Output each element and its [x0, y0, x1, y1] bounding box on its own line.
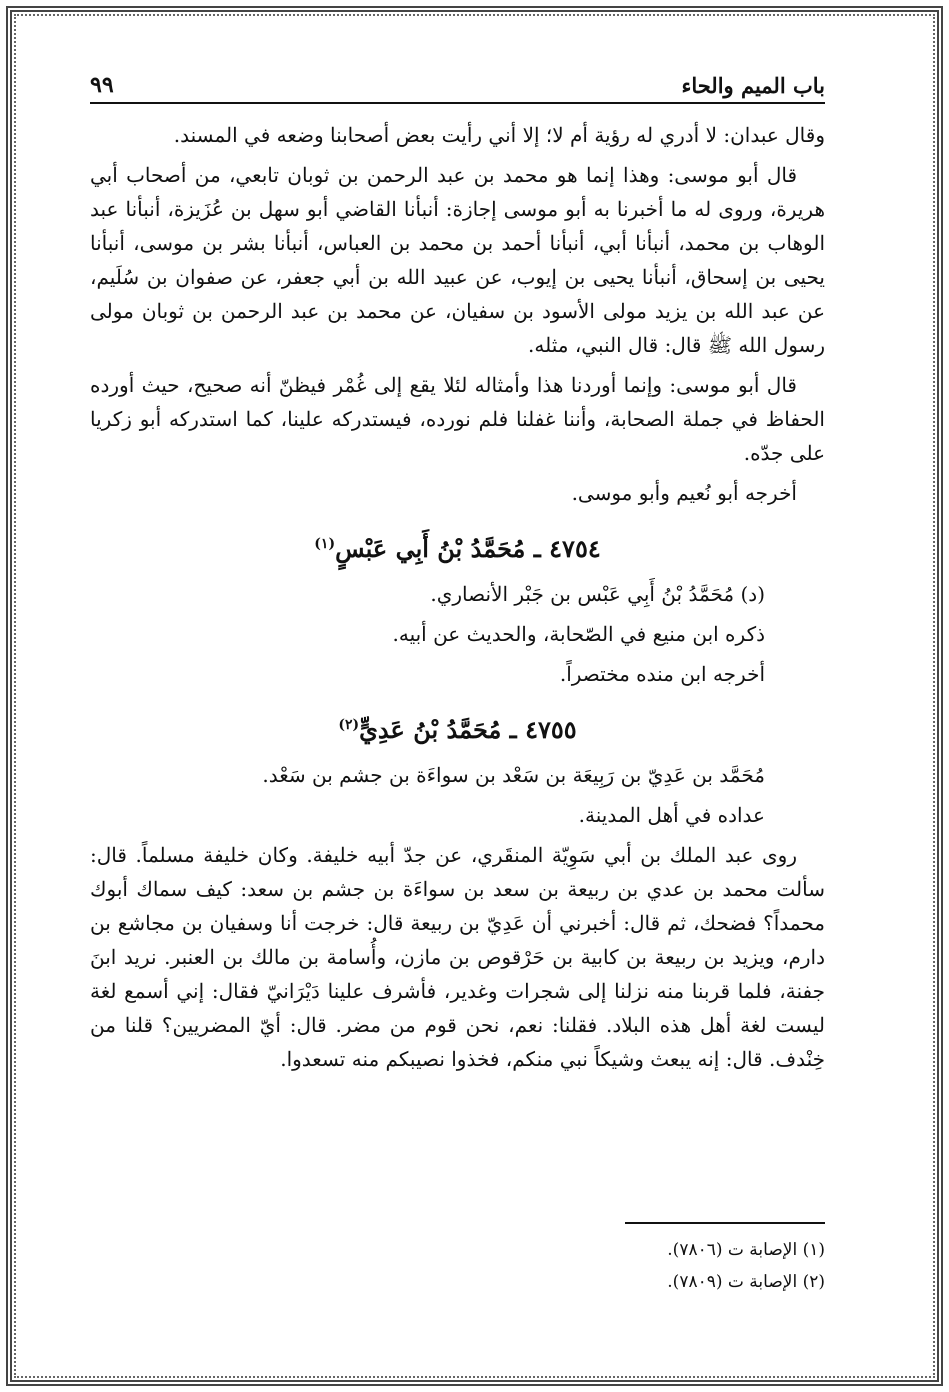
- entry-heading: [90, 705, 825, 750]
- entry-line: مُحَمَّد بن عَدِيّ بن رَبِيعَة بن سَعْد بن سواءَة بن جشم بن سَعْد.: [262, 763, 765, 787]
- paragraph: أخرجه أبو نُعيم وأبو موسى.: [571, 481, 797, 505]
- page-header: [90, 68, 825, 104]
- entry-line: عداده في أهل المدينة.: [578, 803, 765, 827]
- footnote: (٢) الإصابة ت (٧٨٠٩).: [667, 1272, 825, 1292]
- entry-line: أخرجه ابن منده مختصراً.: [559, 662, 765, 686]
- footnote-divider: [625, 1222, 825, 1224]
- paragraph: قال أبو موسى: وإنما أوردنا هذا وأمثاله لئلا يقع إلى غُمْر فيظنّ أنه صحيح، حيث أورده الحفاظ في جملة الصحابة، وأننا غفلنا فلم نورده، فيستدركه علينا، كما استدركه أبو زكريا على جدّه.: [90, 373, 825, 465]
- footnotes: [90, 1222, 825, 1298]
- paragraph: قال أبو موسى: وهذا إنما هو محمد بن عبد الرحمن بن ثوبان تابعي، من أصحاب أبي هريرة، وروى له ما أخبرنا به أبو موسى إجازة: أنبأنا القاضي أبو سهل بن عُزَيزة، أنبأنا عبد الوهاب بن محمد، أنبأنا أبي، أنبأنا أحمد بن محمد بن العباس، أنبأنا بشر بن موسى، أنبأنا يحيى بن إسحاق، أنبأنا يحيى بن إيوب، عن عبيد الله بن أبي جعفر، عن صفوان بن سُلَيم، عن عبد الله بن يزيد مولى الأسود بن سفيان، عن محمد بن عبد الرحمن بن ثوبان مولى رسول الله ﷺ قال: قال النبي، مثله.: [90, 163, 825, 357]
- entry-title: ٤٧٥٥ ـ مُحَمَّدُ بْنُ عَدِيٍّ: [359, 715, 577, 744]
- footnote: (١) الإصابة ت (٧٨٠٦).: [667, 1240, 825, 1260]
- paragraph: روى عبد الملك بن أبي سَوِيّة المنقَري، عن جدّ أبيه خليفة. وكان خليفة مسلماً. قال: سألت محمد بن عدي بن ربيعة بن سعد بن سواءَة بن جشم بن سعد: كيف سماك أبوك محمداً؟ فضحك، ثم قال: أخبرني أن عَدِيّ بن ربيعة قال: خرجت أنا وسفيان بن مجاشع بن دارم، ويزيد بن ربيعة بن كابية بن حَرْقوص بن مازن، وأُسامة بن مالك بن العنبر. نريد ابنَ جفنة، فلما قربنا منه نزلنا إلى شجرات وغدير، فأشرف علينا دَيْرَانيّ فقال: إني أسمع لغة ليست لغة أهل هذه البلاد. فقلنا: نعم، نحن قوم من مضر. قال: أيّ المضريين؟ قلنا من خِنْدف. قال: إنه يبعث وشيكاً نبي منكم، فخذوا نصيبكم منه تسعدوا.: [90, 843, 825, 1071]
- footnote-ref: (١): [314, 536, 336, 552]
- entry-heading: [90, 524, 825, 569]
- footnote-ref: (٢): [338, 717, 360, 733]
- entry-line: (د) مُحَمَّدُ بْنُ أَبِي عَبْس بن جَبْر الأنصاري.: [430, 582, 765, 606]
- chapter-title: باب الميم والحاء: [681, 73, 825, 98]
- entry-line: ذكره ابن منيع في الصّحابة، والحديث عن أبيه.: [392, 622, 765, 646]
- paragraph: وقال عبدان: لا أدري له رؤية أم لا؛ إلا أني رأيت بعض أصحابنا وضعه في المسند.: [173, 123, 825, 147]
- page-number: ٩٩: [90, 72, 114, 98]
- entry-title: ٤٧٥٤ ـ مُحَمَّدُ بْنُ أَبِي عَبْسٍ: [335, 534, 601, 563]
- main-text: [90, 118, 825, 1082]
